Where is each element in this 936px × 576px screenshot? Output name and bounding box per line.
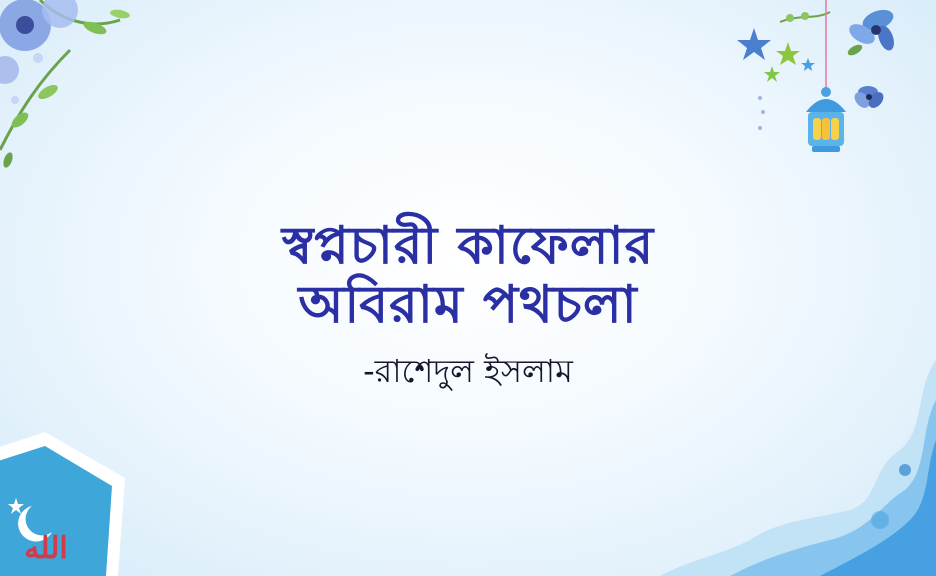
logo-calligraphy: الله [24,531,68,566]
author-name: -রাশেদুল ইসলাম [363,352,573,390]
title-line-1: স্বপ্নচারী কাফেলার [281,215,655,276]
title-line-2: অবিরাম পথচলা [298,274,638,335]
flower-cluster-top-left [0,0,131,169]
flower-small-right [852,86,887,111]
lantern-icon [806,0,846,152]
flower-top-right [780,6,897,57]
stars-top-right [737,28,815,130]
logo-emblem [0,432,125,576]
